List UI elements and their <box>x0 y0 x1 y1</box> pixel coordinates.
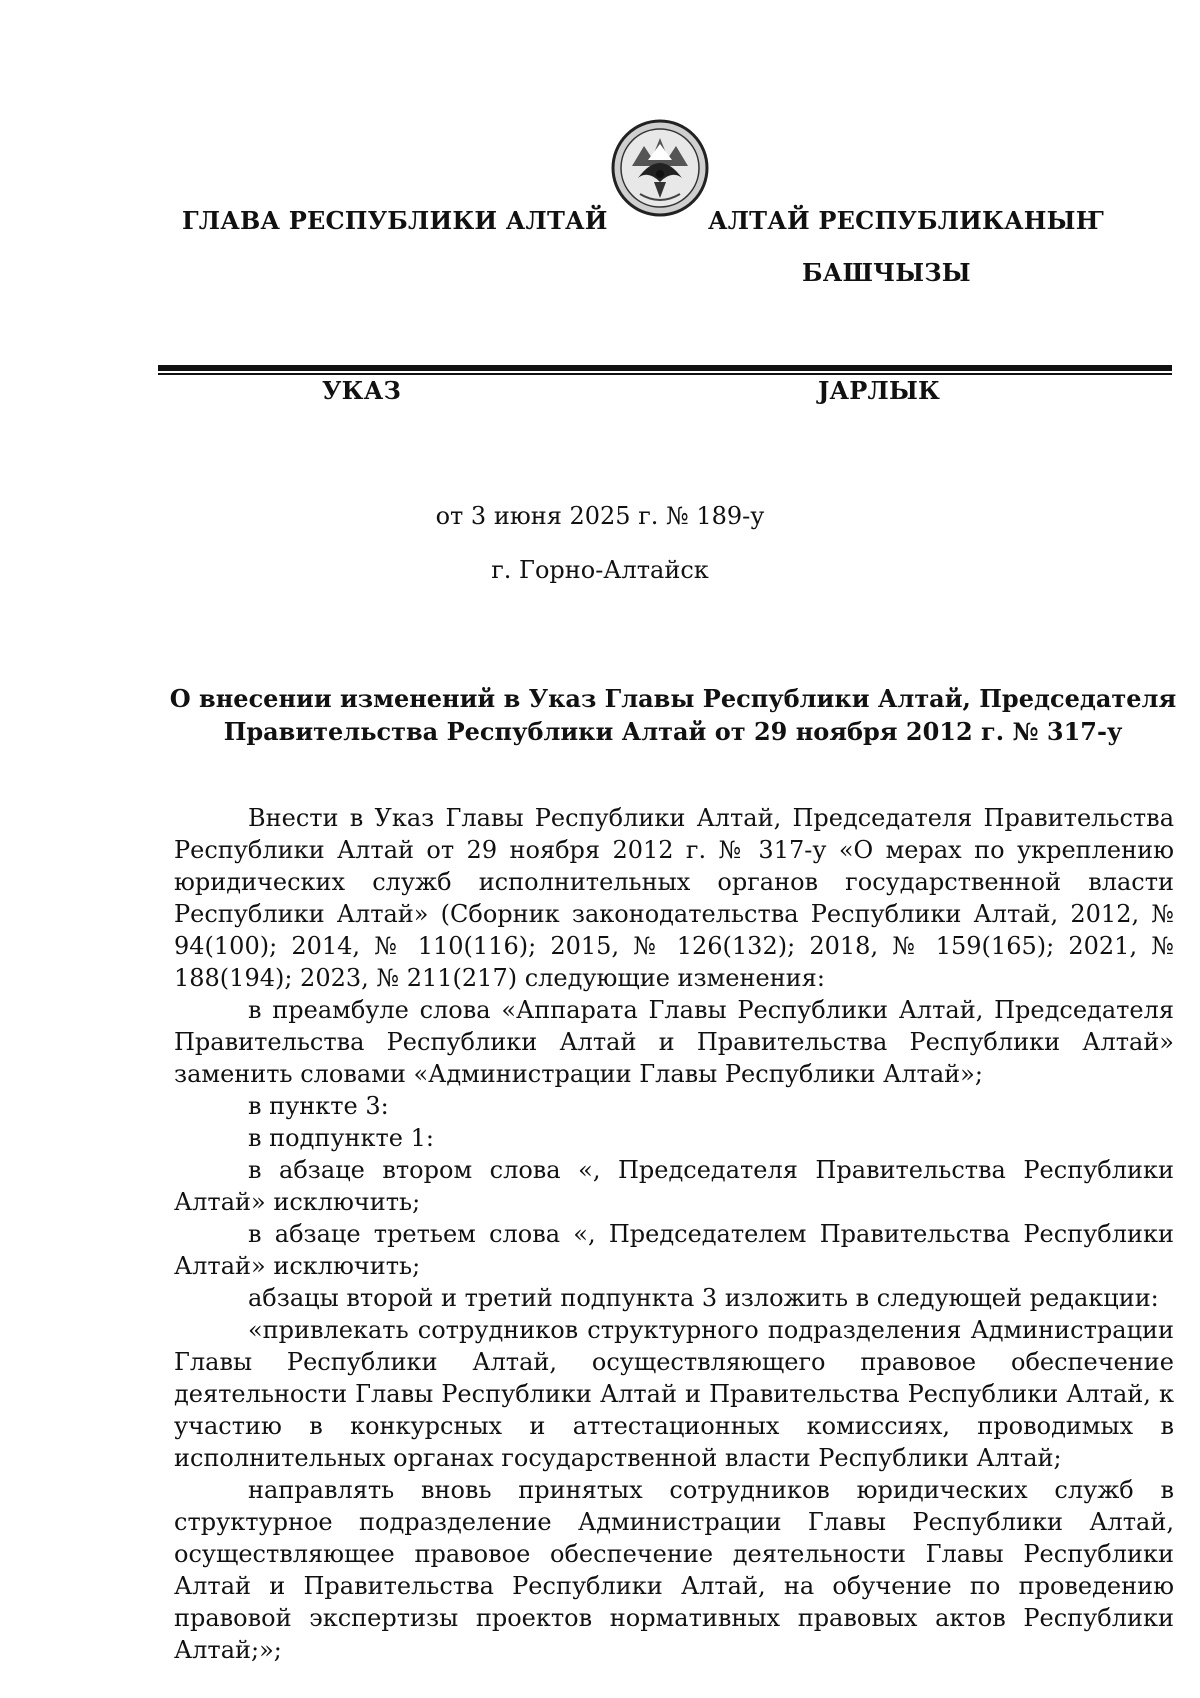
left-header-title: ГЛАВА РЕСПУБЛИКИ АЛТАЙ <box>182 206 608 235</box>
document-body <box>174 802 1174 1666</box>
body-paragraph: в абзаце втором слова «, Председателя Правительства Республики Алтай» исключить; <box>174 1156 1174 1216</box>
body-paragraph: в пункте 3: <box>248 1092 389 1120</box>
body-paragraph: в подпункте 1: <box>248 1124 434 1152</box>
document-title-line1: О внесении изменений в Указ Главы Республики Алтай, Председателя <box>169 684 1177 713</box>
header-divider-thick <box>158 365 1172 371</box>
coat-of-arms-icon <box>610 118 710 218</box>
document-title-line2: Правительства Республики Алтай от 29 ноября 2012 г. № 317-у <box>223 717 1123 746</box>
body-paragraph: в абзаце третьем слова «, Председателем Правительства Республики Алтай» исключить; <box>174 1220 1174 1280</box>
body-paragraph: абзацы второй и третий подпункта 3 изложить в следующей редакции: <box>248 1284 1159 1312</box>
document-title <box>160 682 1186 748</box>
body-paragraph: в преамбуле слова «Аппарата Главы Республики Алтай, Председателя Правительства Республики Алтай и Правительства Республики Алтай» заменить словами «Администрации Главы Республики Алтай»; <box>174 996 1174 1088</box>
decree-type-left: УКАЗ <box>322 376 401 405</box>
body-paragraph: «привлекать сотрудников структурного подразделения Администрации Главы Республики Алтай, осуществляющего правовое обеспечение деятельности Главы Республики Алтай и Правительства Республики Алтай, к участию в конкурсных и аттестационных комиссиях, проводимых в исполнительных органах государственной власти Республики Алтай; <box>174 1316 1174 1472</box>
header-divider-thin <box>158 373 1172 375</box>
right-header-title-line1: АЛТАЙ РЕСПУБЛИКАНЫҤ <box>708 206 1104 235</box>
decree-type-right: ЈАРЛЫК <box>818 376 941 405</box>
body-paragraph: направлять вновь принятых сотрудников юридических служб в структурное подразделение Администрации Главы Республики Алтай, осуществляющее правовое обеспечение деятельности Главы Республики Алтай и Правительства Республики Алтай, на обучение по проведению правовой экспертизы проектов нормативных правовых актов Республики Алтай;»; <box>174 1476 1174 1664</box>
body-paragraph: Внести в Указ Главы Республики Алтай, Председателя Правительства Республики Алтай от 29 ноября 2012 г. № 317-у «О мерах по укреплению юридических служб исполнительных органов государственной власти Республики Алтай» (Сборник законодательства Республики Алтай, 2012, № 94(100); 2014, № 110(116); 2015, № 126(132); 2018, № 159(165); 2021, № 188(194); 2023, № 211(217) следующие изменения: <box>174 804 1174 992</box>
decree-date-number: от 3 июня 2025 г. № 189-у <box>435 502 765 530</box>
decree-place: г. Горно-Алтайск <box>491 556 709 584</box>
right-header-title-line2: БАШЧЫЗЫ <box>802 258 971 287</box>
